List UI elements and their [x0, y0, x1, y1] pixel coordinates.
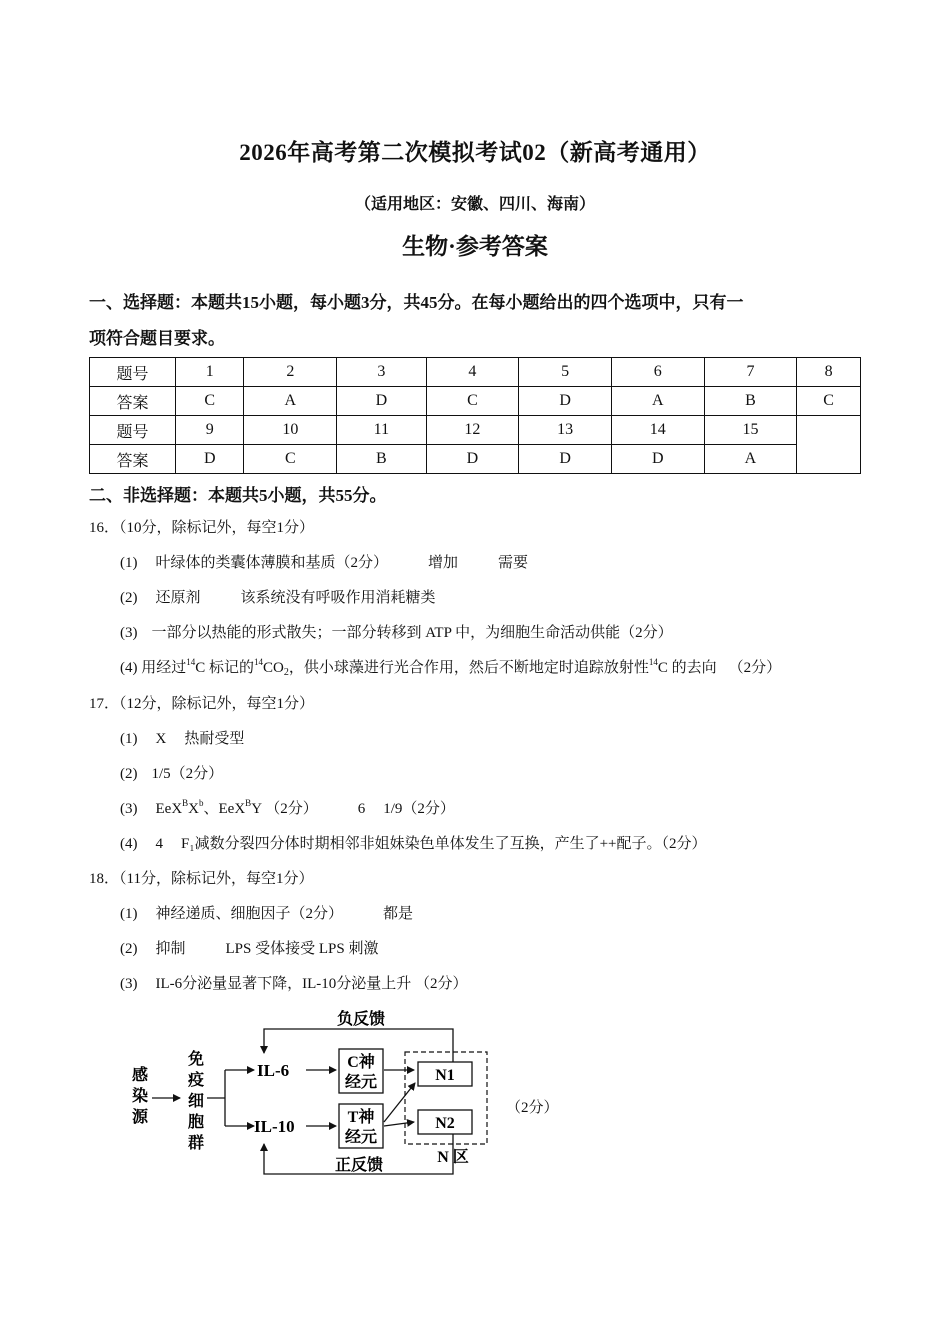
immune-label: [187, 1049, 204, 1152]
source-char: 感: [131, 1067, 149, 1084]
il6-label: IL-6: [257, 1061, 290, 1080]
answer-number: (3): [120, 625, 138, 641]
source-label: [132, 1065, 149, 1126]
question-number: 8: [797, 358, 861, 387]
arrow: [384, 1122, 414, 1126]
n1-label: N1: [435, 1067, 455, 1084]
section1-line2: 项符合题目要求。: [89, 329, 225, 348]
answer-text: EeX: [155, 801, 183, 817]
immune-char: 群: [187, 1135, 205, 1152]
subject-title: 生物·参考答案: [402, 234, 548, 259]
answer-text: C 的去向: [657, 660, 717, 676]
answer-text: 增加: [428, 555, 459, 571]
answer-cell: B: [337, 445, 426, 474]
c-neuron-line2: 经元: [344, 1074, 378, 1091]
answer-text: 热耐受型: [184, 731, 245, 747]
answer-text: 叶绿体的类囊体薄膜和基质（2分）: [155, 555, 389, 571]
il10-label: IL-10: [254, 1117, 295, 1136]
question-number: 6: [611, 358, 704, 387]
answer-number: (1): [120, 731, 138, 747]
answer-cell: D: [337, 387, 426, 416]
t-neuron-line2: 经元: [344, 1129, 378, 1146]
superscript: B: [182, 798, 189, 808]
answer-number: (2): [120, 766, 138, 782]
region-subtitle: （适用地区：安徽、四川、海南）: [354, 196, 595, 213]
answer-text: 1/9（2分）: [383, 801, 455, 817]
question-number: 1: [176, 358, 244, 387]
question-number: 10: [244, 416, 337, 445]
question-number: 11: [337, 416, 426, 445]
answer-number: (1): [120, 555, 138, 571]
answer-cell: B: [704, 387, 797, 416]
answer-text: 都是: [383, 906, 414, 922]
answer-cell: D: [426, 445, 519, 474]
section2-heading: 二、非选择题：本题共5小题，共55分。: [89, 486, 387, 505]
answer-text: 1/5（2分）: [151, 766, 224, 782]
answer-cell: A: [704, 445, 797, 474]
page-title: 2026年高考第二次模拟考试02（新高考通用）: [239, 140, 711, 165]
question-number: 5: [519, 358, 612, 387]
immune-char: 免: [187, 1051, 205, 1068]
q16-header: 16．（10分，除标记外，每空1分）: [89, 520, 315, 536]
answer-number: (4): [120, 660, 138, 676]
answer-text: LPS 受体接受 LPS 刺激: [225, 941, 379, 957]
immune-char: 胞: [187, 1114, 205, 1131]
subscript: 2: [283, 667, 289, 678]
answer-text: F₁减数分裂四分体时期相邻非姐妹染色单体发生了互换，产生了++配子。（2分）: [181, 836, 707, 852]
score-label: （2分）: [728, 660, 782, 676]
answer-number: (3): [120, 976, 138, 992]
answer-text: 6: [357, 801, 366, 817]
source-char: 源: [131, 1109, 149, 1126]
section1-line1: 一、选择题：本题共15小题，每小题3分，共45分。在每小题给出的四个选项中，只有一: [89, 293, 744, 312]
answer-cell: A: [611, 387, 704, 416]
answer-number: (2): [120, 590, 138, 606]
superscript: 14: [648, 657, 658, 667]
n-region-label: N 区: [437, 1149, 469, 1166]
answer-text: 抑制: [155, 941, 186, 957]
answer-text: CO: [263, 660, 284, 676]
question-number: 12: [426, 416, 519, 445]
answer-text: X: [188, 801, 200, 817]
negative-feedback-label: 负反馈: [336, 1011, 386, 1028]
q18-header: 18．（11分，除标记外，每空1分）: [89, 871, 314, 887]
immune-char: 疫: [187, 1072, 205, 1089]
answer-number: (1): [120, 906, 138, 922]
answer-cell: D: [176, 445, 244, 474]
c-neuron-line1: C神: [347, 1054, 375, 1071]
question-number: 14: [611, 416, 704, 445]
answer-number: (2): [120, 941, 138, 957]
row-label: 题号: [90, 358, 176, 387]
t-neuron-line1: T神: [347, 1109, 375, 1126]
question-number: 2: [244, 358, 337, 387]
answer-cell: C: [426, 387, 519, 416]
answer-text: 用经过: [141, 660, 187, 676]
answer-number: (4): [120, 836, 138, 852]
answer-text: 神经递质、细胞因子（2分）: [155, 906, 344, 922]
positive-feedback-label: 正反馈: [334, 1157, 384, 1174]
superscript: 14: [186, 657, 196, 667]
q17-header: 17．（12分，除标记外，每空1分）: [89, 696, 315, 712]
answer-text: 需要: [498, 555, 529, 571]
answer-text: Y （2分）: [251, 801, 318, 817]
superscript: 14: [254, 657, 264, 667]
answer-number: (3): [120, 801, 138, 817]
answer-text: IL-6分泌量显著下降，IL-10分泌量上升 （2分）: [155, 976, 468, 992]
row-label: 答案: [90, 387, 176, 416]
answer-text: 一部分以热能的形式散失；一部分转移到 ATP 中，为细胞生命活动供能（2分）: [151, 625, 673, 641]
answer-text: 该系统没有呼吸作用消耗糖类: [240, 590, 436, 606]
answer-text: 还原剂: [155, 590, 201, 606]
question-number: 15: [704, 416, 797, 445]
answer-text: X: [155, 731, 167, 747]
question-number: 9: [176, 416, 244, 445]
answer-text: C 标记的: [195, 660, 255, 676]
question-number: 13: [519, 416, 612, 445]
diagram-score: （2分）: [506, 1100, 559, 1116]
answer-cell: C: [797, 387, 861, 416]
row-label: 题号: [90, 416, 176, 445]
question-number: 4: [426, 358, 519, 387]
answer-cell: C: [176, 387, 244, 416]
answer-cell: D: [611, 445, 704, 474]
n2-label: N2: [435, 1115, 455, 1132]
arrow: [384, 1083, 415, 1122]
source-char: 染: [131, 1088, 149, 1105]
immune-char: 细: [187, 1093, 205, 1110]
superscript: B: [245, 798, 252, 808]
answer-cell: D: [519, 445, 612, 474]
answer-cell: A: [244, 387, 337, 416]
answer-cell: C: [244, 445, 337, 474]
question-number: 7: [704, 358, 797, 387]
answer-text: 4: [155, 836, 163, 852]
answer-text: 、EeX: [203, 801, 246, 817]
superscript: b: [199, 798, 204, 808]
answer-cell: D: [519, 387, 612, 416]
answer-text: ，供小球藻进行光合作用，然后不断地定时追踪放射性: [288, 660, 649, 676]
row-label: 答案: [90, 445, 176, 474]
question-number: 3: [337, 358, 426, 387]
